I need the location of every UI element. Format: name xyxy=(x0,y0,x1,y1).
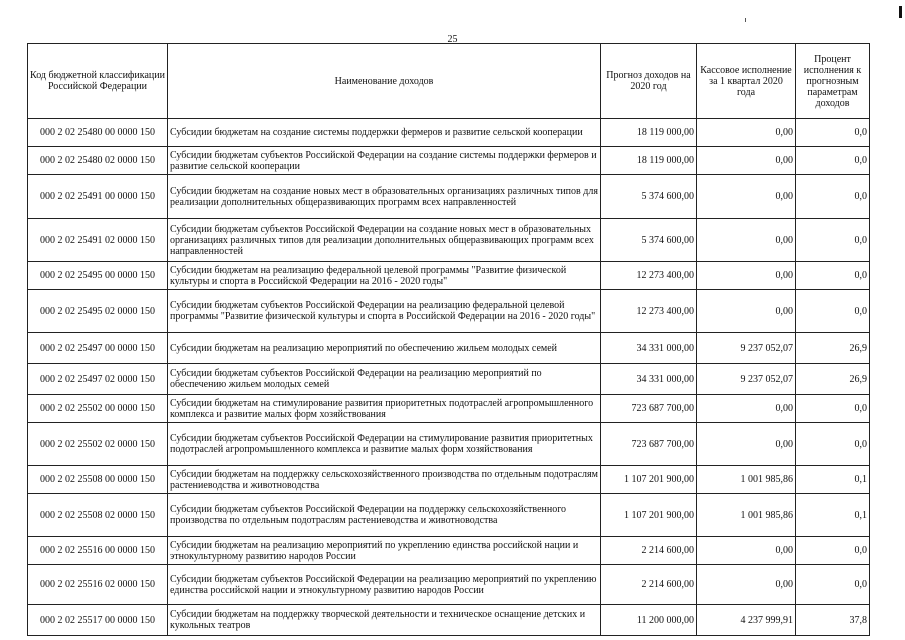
cell-code: 000 2 02 25508 00 0000 150 xyxy=(28,466,168,494)
cell-actual: 0,00 xyxy=(697,262,796,290)
table-row xyxy=(28,364,870,395)
cell-percent: 0,0 xyxy=(796,423,870,466)
cell-code: 000 2 02 25516 00 0000 150 xyxy=(28,537,168,565)
cell-code: 000 2 02 25480 00 0000 150 xyxy=(28,119,168,147)
table-row xyxy=(28,423,870,466)
table-header-row xyxy=(28,44,870,119)
edge-scan-mark xyxy=(899,6,902,18)
cell-code: 000 2 02 25502 00 0000 150 xyxy=(28,395,168,423)
tick-scan-mark xyxy=(745,18,746,22)
header-actual: Кассовое исполнение за 1 квартал 2020 года xyxy=(697,44,796,119)
cell-forecast: 5 374 600,00 xyxy=(601,219,697,262)
table-row xyxy=(28,494,870,537)
cell-actual: 9 237 052,07 xyxy=(697,333,796,364)
cell-percent: 0,0 xyxy=(796,290,870,333)
cell-name: Субсидии бюджетам субъектов Российской Федерации на поддержку сельскохозяйственного производства по отдельным подотраслям растениеводства и животноводства xyxy=(168,494,601,537)
cell-name: Субсидии бюджетам субъектов Российской Федерации на стимулирование развития приоритетных подотраслей агропромышленного комплекса и развитие малых форм хозяйствования xyxy=(168,423,601,466)
cell-name: Субсидии бюджетам на реализацию федеральной целевой программы "Развитие физической культуры и спорта в Российской Федерации на 2016 - 2020 годы" xyxy=(168,262,601,290)
cell-code: 000 2 02 25497 00 0000 150 xyxy=(28,333,168,364)
cell-percent: 0,1 xyxy=(796,466,870,494)
cell-actual: 1 001 985,86 xyxy=(697,494,796,537)
cell-actual: 0,00 xyxy=(697,175,796,219)
cell-percent: 0,0 xyxy=(796,262,870,290)
cell-forecast: 12 273 400,00 xyxy=(601,290,697,333)
cell-forecast: 723 687 700,00 xyxy=(601,395,697,423)
cell-forecast: 1 107 201 900,00 xyxy=(601,466,697,494)
cell-code: 000 2 02 25491 00 0000 150 xyxy=(28,175,168,219)
header-budget-code: Код бюджетной классификации Российской Федерации xyxy=(28,44,168,119)
cell-name: Субсидии бюджетам субъектов Российской Федерации на создание новых мест в образовательных организациях различных типов для реализации дополнительных общеразвивающих программ всех направленностей xyxy=(168,219,601,262)
table-row xyxy=(28,395,870,423)
table-row xyxy=(28,537,870,565)
cell-forecast: 34 331 000,00 xyxy=(601,333,697,364)
header-percent: Процент исполнения к прогнозным параметрам доходов xyxy=(796,44,870,119)
cell-name: Субсидии бюджетам на поддержку сельскохозяйственного производства по отдельным подотраслям растениеводства и животноводства xyxy=(168,466,601,494)
cell-forecast: 723 687 700,00 xyxy=(601,423,697,466)
cell-name: Субсидии бюджетам на реализацию мероприятий по обеспечению жильем молодых семей xyxy=(168,333,601,364)
cell-percent: 0,0 xyxy=(796,119,870,147)
cell-forecast: 5 374 600,00 xyxy=(601,175,697,219)
cell-actual: 0,00 xyxy=(697,395,796,423)
cell-actual: 0,00 xyxy=(697,147,796,175)
cell-actual: 0,00 xyxy=(697,565,796,605)
cell-percent: 0,0 xyxy=(796,175,870,219)
page-number: 25 xyxy=(447,34,458,45)
cell-percent: 0,0 xyxy=(796,537,870,565)
table-row xyxy=(28,290,870,333)
cell-percent: 0,0 xyxy=(796,147,870,175)
cell-percent: 0,1 xyxy=(796,494,870,537)
cell-actual: 0,00 xyxy=(697,537,796,565)
table-row xyxy=(28,565,870,605)
cell-name: Субсидии бюджетам субъектов Российской Федерации на создание системы поддержки фермеров и развитие сельской кооперации xyxy=(168,147,601,175)
table-row xyxy=(28,466,870,494)
table-row xyxy=(28,605,870,636)
cell-code: 000 2 02 25495 02 0000 150 xyxy=(28,290,168,333)
cell-actual: 0,00 xyxy=(697,219,796,262)
cell-code: 000 2 02 25517 00 0000 150 xyxy=(28,605,168,636)
header-forecast: Прогноз доходов на 2020 год xyxy=(601,44,697,119)
cell-forecast: 18 119 000,00 xyxy=(601,119,697,147)
table-row xyxy=(28,119,870,147)
cell-name: Субсидии бюджетам субъектов Российской Федерации на реализацию федеральной целевой программы "Развитие физической культуры и спорта в Российской Федерации на 2016 - 2020 годы" xyxy=(168,290,601,333)
cell-code: 000 2 02 25495 00 0000 150 xyxy=(28,262,168,290)
table-row xyxy=(28,219,870,262)
cell-code: 000 2 02 25516 02 0000 150 xyxy=(28,565,168,605)
budget-income-table xyxy=(27,43,870,636)
cell-actual: 0,00 xyxy=(697,290,796,333)
table-row xyxy=(28,262,870,290)
cell-percent: 0,0 xyxy=(796,219,870,262)
cell-code: 000 2 02 25491 02 0000 150 xyxy=(28,219,168,262)
cell-percent: 37,8 xyxy=(796,605,870,636)
cell-percent: 26,9 xyxy=(796,333,870,364)
table-row xyxy=(28,175,870,219)
cell-name: Субсидии бюджетам на создание новых мест в образовательных организациях различных типов для реализации дополнительных общеразвивающих программ всех направленностей xyxy=(168,175,601,219)
cell-actual: 0,00 xyxy=(697,119,796,147)
cell-name: Субсидии бюджетам на реализацию мероприятий по укреплению единства российской нации и этнокультурному развитию народов России xyxy=(168,537,601,565)
cell-actual: 9 237 052,07 xyxy=(697,364,796,395)
cell-forecast: 12 273 400,00 xyxy=(601,262,697,290)
table-row xyxy=(28,333,870,364)
cell-name: Субсидии бюджетам субъектов Российской Федерации на реализацию мероприятий по обеспечению жильем молодых семей xyxy=(168,364,601,395)
cell-forecast: 2 214 600,00 xyxy=(601,537,697,565)
cell-name: Субсидии бюджетам на поддержку творческой деятельности и техническое оснащение детских и кукольных театров xyxy=(168,605,601,636)
cell-actual: 4 237 999,91 xyxy=(697,605,796,636)
cell-forecast: 18 119 000,00 xyxy=(601,147,697,175)
cell-forecast: 2 214 600,00 xyxy=(601,565,697,605)
cell-percent: 0,0 xyxy=(796,395,870,423)
cell-code: 000 2 02 25502 02 0000 150 xyxy=(28,423,168,466)
header-income-name: Наименование доходов xyxy=(168,44,601,119)
cell-actual: 0,00 xyxy=(697,423,796,466)
cell-name: Субсидии бюджетам субъектов Российской Федерации на реализацию мероприятий по укреплению единства российской нации и этнокультурному развитию народов России xyxy=(168,565,601,605)
cell-code: 000 2 02 25508 02 0000 150 xyxy=(28,494,168,537)
cell-code: 000 2 02 25497 02 0000 150 xyxy=(28,364,168,395)
cell-actual: 1 001 985,86 xyxy=(697,466,796,494)
cell-name: Субсидии бюджетам на стимулирование развития приоритетных подотраслей агропромышленного комплекса и развитие малых форм хозяйствования xyxy=(168,395,601,423)
cell-percent: 0,0 xyxy=(796,565,870,605)
cell-percent: 26,9 xyxy=(796,364,870,395)
cell-name: Субсидии бюджетам на создание системы поддержки фермеров и развитие сельской кооперации xyxy=(168,119,601,147)
table-row xyxy=(28,147,870,175)
cell-code: 000 2 02 25480 02 0000 150 xyxy=(28,147,168,175)
cell-forecast: 11 200 000,00 xyxy=(601,605,697,636)
cell-forecast: 1 107 201 900,00 xyxy=(601,494,697,537)
cell-forecast: 34 331 000,00 xyxy=(601,364,697,395)
